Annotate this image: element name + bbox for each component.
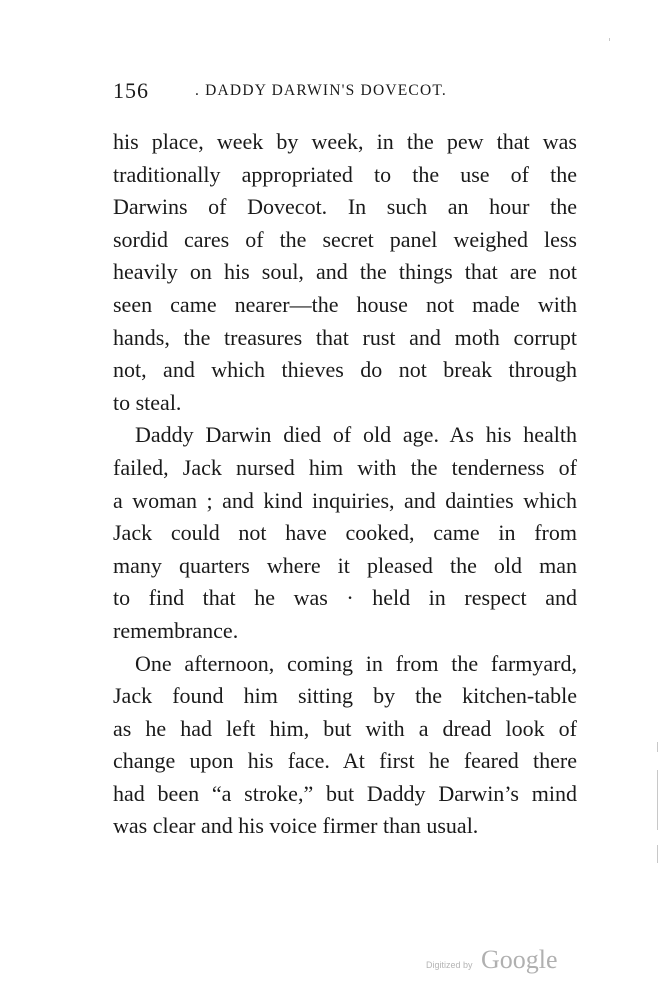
text-line: had been “a stroke,” but Daddy Darwin’s mind <box>113 780 577 806</box>
text-line: seen came nearer—the house not made with <box>113 291 577 317</box>
text-line: was clear and his voice firmer than usual. <box>113 813 479 839</box>
text-line: sordid cares of the secret panel weighed less <box>113 226 577 252</box>
scan-speck <box>657 845 658 863</box>
text-line: his place, week by week, in the pew that was <box>113 129 577 154</box>
text-line: Daddy Darwin died of old age. As his health <box>135 422 577 448</box>
scan-speck <box>609 38 610 41</box>
text-line: hands, the treasures that rust and moth corrupt <box>113 324 577 350</box>
text-line: traditionally appropriated to the use of the <box>113 161 577 187</box>
watermark-prefix: Digitized by <box>426 960 473 970</box>
digitized-watermark <box>426 945 566 979</box>
text-line: a woman ; and kind inquiries, and dainties which <box>113 487 577 513</box>
google-logo: Google <box>481 945 558 974</box>
text-line: Jack found him sitting by the kitchen-table <box>113 683 577 709</box>
text-line: Jack could not have cooked, came in from <box>113 520 577 546</box>
running-head <box>113 78 580 106</box>
text-line: many quarters where it pleased the old man <box>113 552 577 578</box>
text-line: failed, Jack nursed him with the tenderness of <box>113 454 577 480</box>
text-line: heavily on his soul, and the things that are not <box>113 259 577 285</box>
text-line: One afternoon, coming in from the farmyard, <box>135 650 577 676</box>
text-line: to steal. <box>113 389 182 415</box>
text-line: not, and which thieves do not break through <box>113 357 577 383</box>
text-line: remembrance. <box>113 617 239 643</box>
text-line: as he had left him, but with a dread look of <box>113 715 577 741</box>
scan-speck <box>657 742 658 752</box>
text-line: change upon his face. At first he feared there <box>113 748 577 774</box>
body-text <box>113 126 577 843</box>
scan-speck <box>657 770 658 830</box>
text-line: to find that he was · held in respect and <box>113 585 577 611</box>
running-title: . DADDY DARWIN'S DOVECOT. <box>195 82 447 99</box>
page-number: 156 <box>113 78 149 103</box>
text-line: Darwins of Dovecot. In such an hour the <box>113 194 577 220</box>
